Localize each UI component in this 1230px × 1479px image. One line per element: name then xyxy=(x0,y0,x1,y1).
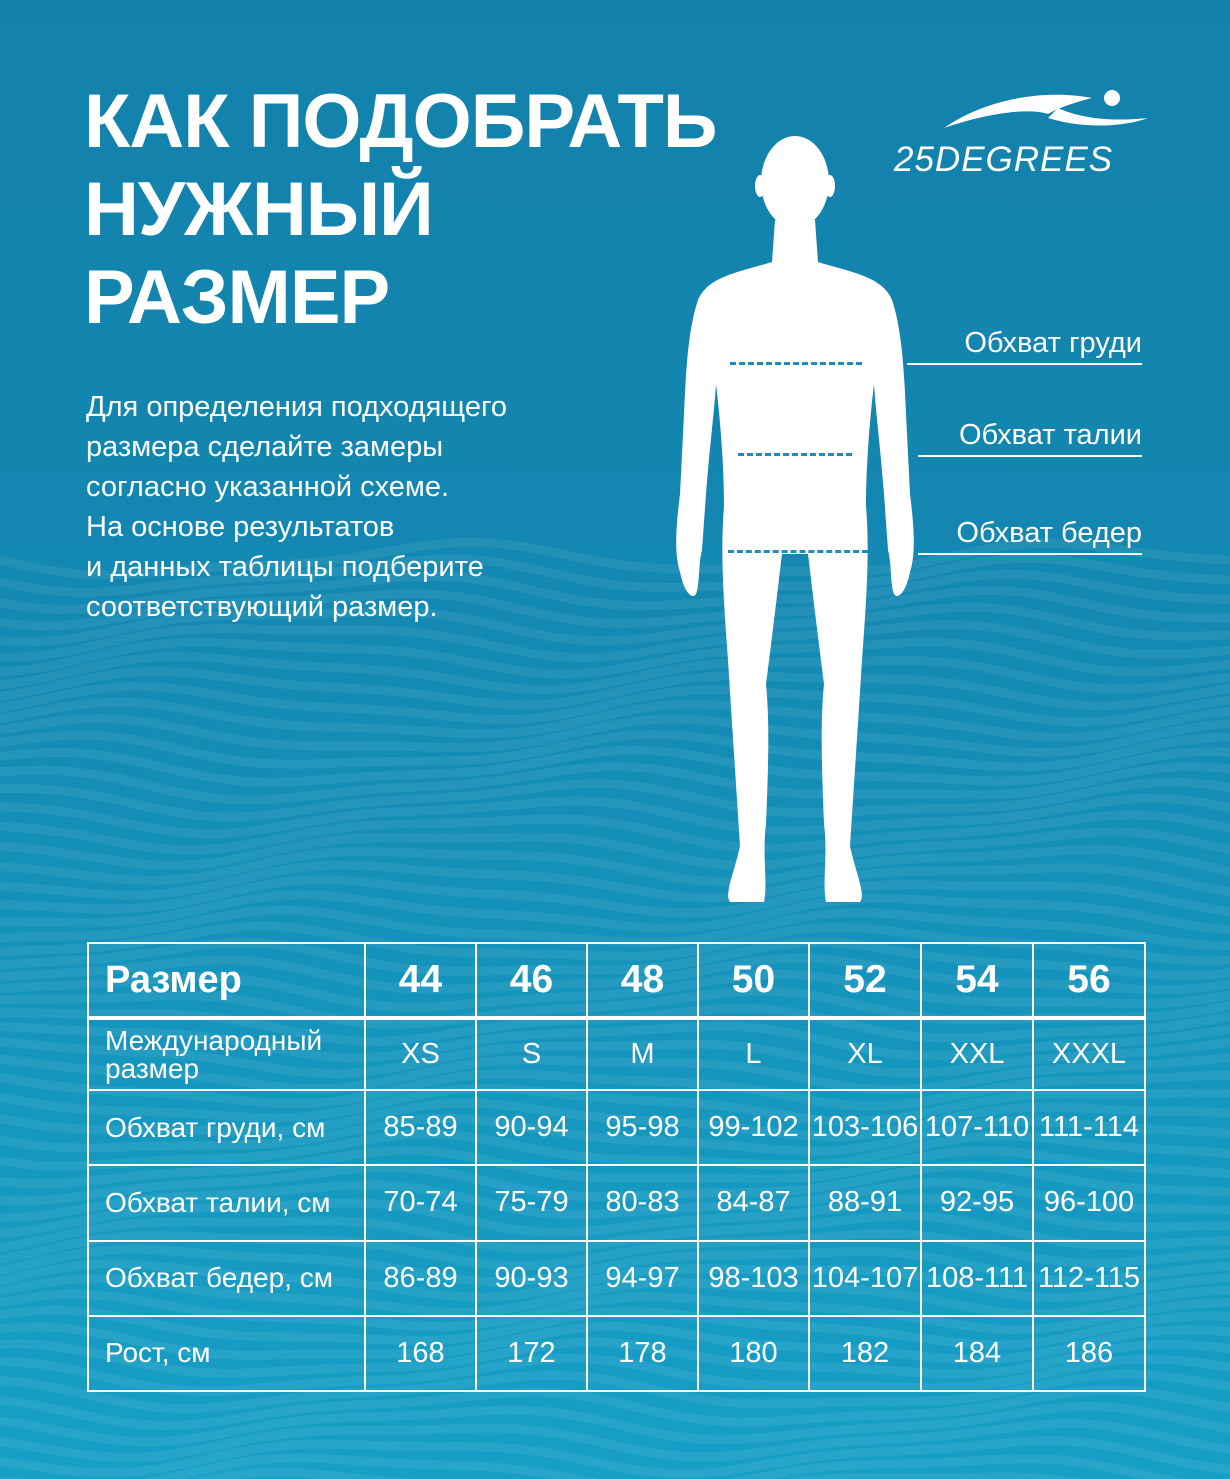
table-row xyxy=(88,1316,1145,1391)
table-cell: M xyxy=(587,1018,698,1090)
table-cell: 90-94 xyxy=(476,1090,587,1165)
table-cell: 80-83 xyxy=(587,1165,698,1240)
chest-measure-label: Обхват груди xyxy=(907,326,1142,365)
table-cell: 186 xyxy=(1033,1316,1145,1391)
intro-line: и данных таблицы подберите xyxy=(86,551,484,583)
hips-measure-line xyxy=(728,550,868,553)
title-line: НУЖНЫЙ xyxy=(84,167,433,252)
table-cell: 94-97 xyxy=(587,1241,698,1316)
row-label: Рост, см xyxy=(88,1316,365,1391)
intro-line: Для определения подходящего xyxy=(86,391,508,423)
table-cell: 95-98 xyxy=(587,1090,698,1165)
table-row xyxy=(88,1241,1145,1316)
hips-measure-label: Обхват бедер xyxy=(918,516,1142,555)
size-chart-table xyxy=(87,942,1146,1392)
table-cell: 182 xyxy=(809,1316,921,1391)
intro-line: размера сделайте замеры xyxy=(86,431,444,463)
table-row xyxy=(88,1090,1145,1165)
table-cell: 107-110 xyxy=(921,1090,1033,1165)
table-header-row xyxy=(88,943,1145,1018)
logo-text: 25DEGREES xyxy=(894,140,1114,179)
row-label-line: Международный xyxy=(105,1024,323,1056)
row-label-line: размер xyxy=(105,1052,200,1084)
table-cell: 96-100 xyxy=(1033,1165,1145,1240)
table-cell: 104-107 xyxy=(809,1241,921,1316)
intro-line: соответствующий размер. xyxy=(86,591,438,623)
title-line: КАК ПОДОБРАТЬ xyxy=(84,79,717,164)
chest-measure-line xyxy=(730,362,862,365)
header-size-cell: 56 xyxy=(1033,943,1145,1018)
table-cell: 84-87 xyxy=(698,1165,809,1240)
table-cell: XXL xyxy=(921,1018,1033,1090)
table-cell: S xyxy=(476,1018,587,1090)
row-label: Обхват талии, см xyxy=(88,1165,365,1240)
table-cell: 108-111 xyxy=(921,1241,1033,1316)
table-cell: 98-103 xyxy=(698,1241,809,1316)
table-cell: 168 xyxy=(365,1316,476,1391)
table-cell: 184 xyxy=(921,1316,1033,1391)
table-cell: 178 xyxy=(587,1316,698,1391)
table-cell: 103-106 xyxy=(809,1090,921,1165)
intro-line: согласно указанной схеме. xyxy=(86,471,450,503)
table-cell: 172 xyxy=(476,1316,587,1391)
table-cell: 90-93 xyxy=(476,1241,587,1316)
row-label xyxy=(88,1018,365,1090)
header-label: Размер xyxy=(88,943,365,1018)
table-row xyxy=(88,1018,1145,1090)
header-size-cell: 52 xyxy=(809,943,921,1018)
table-row xyxy=(88,1165,1145,1240)
header-size-cell: 44 xyxy=(365,943,476,1018)
table-cell: L xyxy=(698,1018,809,1090)
header-size-cell: 50 xyxy=(698,943,809,1018)
brand-logo xyxy=(890,88,1150,188)
page-title xyxy=(84,78,717,342)
swimmer-logo-icon xyxy=(940,88,1150,136)
body-silhouette xyxy=(670,134,920,909)
table-cell: 111-114 xyxy=(1033,1090,1145,1165)
row-label: Обхват бедер, см xyxy=(88,1241,365,1316)
table-cell: 85-89 xyxy=(365,1090,476,1165)
header-size-cell: 48 xyxy=(587,943,698,1018)
title-line: РАЗМЕР xyxy=(84,255,390,340)
table-cell: 70-74 xyxy=(365,1165,476,1240)
table-cell: XXXL xyxy=(1033,1018,1145,1090)
intro-line: На основе результатов xyxy=(86,511,395,543)
waist-measure-line xyxy=(738,453,852,456)
row-label: Обхват груди, см xyxy=(88,1090,365,1165)
header-size-cell: 46 xyxy=(476,943,587,1018)
table-cell: 86-89 xyxy=(365,1241,476,1316)
table-cell: 99-102 xyxy=(698,1090,809,1165)
table-cell: 88-91 xyxy=(809,1165,921,1240)
table-cell: 180 xyxy=(698,1316,809,1391)
table-cell: 75-79 xyxy=(476,1165,587,1240)
table-cell: XS xyxy=(365,1018,476,1090)
table-cell: XL xyxy=(809,1018,921,1090)
intro-text xyxy=(86,387,606,627)
header-size-cell: 54 xyxy=(921,943,1033,1018)
waist-measure-label: Обхват талии xyxy=(918,418,1142,457)
table-cell: 92-95 xyxy=(921,1165,1033,1240)
table-cell: 112-115 xyxy=(1033,1241,1145,1316)
